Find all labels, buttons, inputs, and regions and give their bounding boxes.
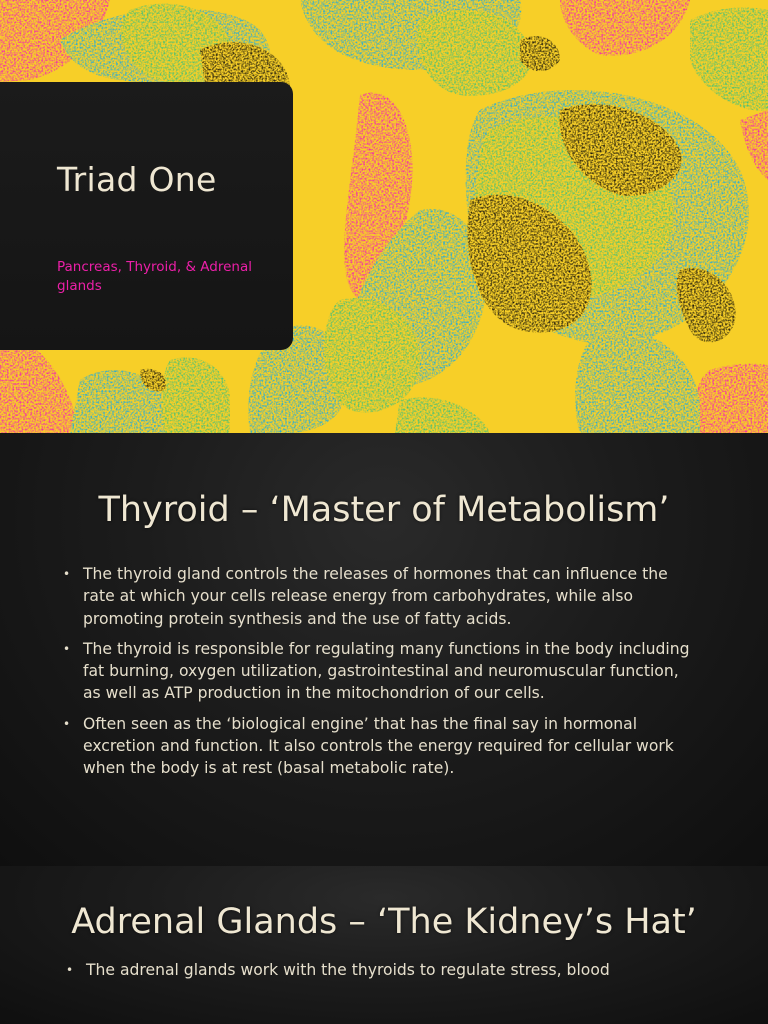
thyroid-slide <box>0 433 768 866</box>
list-item <box>66 959 728 981</box>
list-item <box>63 638 696 705</box>
bullet-icon: • <box>63 716 71 731</box>
adrenal-slide <box>0 866 768 1024</box>
bullet-icon: • <box>63 567 71 581</box>
bullet-text: Often seen as the ‘biological engine’ that has the final say in hormonal excretion and function. It also controls the energy required for cellular work when the body is at rest (basal metabolic rate). <box>83 714 674 778</box>
bullet-icon: • <box>63 641 71 656</box>
slide-subtitle: Pancreas, Thyroid, & Adrenal glands <box>57 259 252 294</box>
thyroid-bullet-list <box>0 563 768 780</box>
title-card <box>0 82 293 350</box>
adrenal-heading: Adrenal Glands – ‘The Kidney’s Hat’ <box>71 902 697 942</box>
bullet-text: The adrenal glands work with the thyroids to regulate stress, blood <box>86 961 610 979</box>
bullet-text: The thyroid gland controls the releases of hormones that can influence the rate at which your cells release energy from carbohydrates, while also promoting protein synthesis and the use of fatty acids. <box>83 565 668 628</box>
adrenal-bullet-list <box>0 959 768 981</box>
slide-title: Triad One <box>57 160 217 199</box>
list-item <box>63 563 696 630</box>
bullet-text: The thyroid is responsible for regulating many functions in the body including fat burning, oxygen utilization, gastrointestinal and neuromuscular function, as well as ATP production in the mitochondrion of our cells. <box>83 639 690 703</box>
bullet-icon: • <box>66 963 74 977</box>
thyroid-heading: Thyroid – ‘Master of Metabolism’ <box>98 490 670 530</box>
title-slide <box>0 0 768 433</box>
list-item <box>63 713 696 780</box>
